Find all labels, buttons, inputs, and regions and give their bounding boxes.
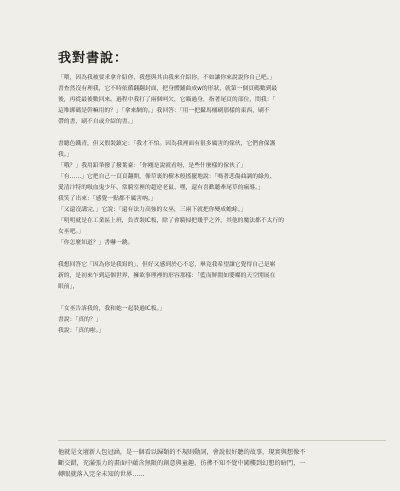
text-line: 我想回答它「因為你是我寫的」，但好又感到於心不忍，畢竟我希望讓它覺得自己是嶄 — [58, 262, 276, 268]
text-line: 眼前」， — [58, 284, 79, 290]
text-line: 我。」 — [58, 152, 73, 158]
paragraph — [58, 260, 384, 293]
paragraph — [58, 73, 384, 128]
text-line: 「有……」它把自己一頁頁翻開，像草裏的樹木般搖擺地說：「嗎著悲傷曲調的綠魚、 — [58, 174, 276, 180]
page-title: 我對書說： — [58, 51, 129, 66]
text-line: 「明明就是在工業區上班，負責裝IC板，除了會騎掃把幾乎之外，其他的魔法都不太行的 — [58, 218, 285, 224]
text-line: 新的，是初來乍到這個世界，擁欲事理裡的形容那樣：「藍而鮮閒如嬰嘟的天空開展在 — [58, 273, 276, 279]
divider — [58, 440, 386, 441]
text-line: 女巫吧。」 — [58, 229, 85, 235]
paragraph — [58, 139, 384, 249]
story-body — [58, 73, 384, 337]
text-line: 帶的書，刷不自或介紹的書。」 — [58, 119, 137, 125]
text-line: 「又還沒講完，」它說：「還有法力高強的女巫，三兩下就把你變成蟾蜍。」 — [58, 207, 247, 213]
text-line: 「女巫告訴我的，我和她一起裝過IC板。」 — [58, 306, 166, 312]
text-line: 後，再從最後數回來。過程中我打了兩個呵欠，它瞄過身，指著尾頁的部位，問我：「 — [58, 97, 276, 103]
text-line: 我笑了出來：「感覺一點都不厲害吶。」 — [58, 196, 157, 202]
text-line: 我說：「真的啦。」 — [58, 328, 105, 334]
text-line: 「哦？」我用鉛筆撥了撥葉臺：「你剛是說就看呀，是些什麼樣的傢伙了」 — [58, 163, 247, 169]
bio-line: 斷交錯，充滿張力的畫面中蘊含無限的創意與童趣，彷彿不知不覺中闖樓到幻想的暗門，一 — [58, 460, 306, 467]
text-line: 愛清汴特的吸血鬼少年、常騎室裡的超逆老鼠、嘿，還有喜歡聽牽尾草的瘋導。」 — [58, 185, 264, 191]
paragraph — [58, 304, 384, 337]
bio-line: 他就是文壇新人包冠涵，是一個看以歸類的不規則動詞，會說很好聽的故事，現實與想像不 — [58, 449, 306, 456]
text-line: 「喂，因為我被要求拿介紹你，我想與其由我來介紹你，不如讓你來說說你自己吧。」 — [58, 75, 276, 81]
text-line: 書查然沒有理我，它不時依循翻翻封面，把身體鋪曲成w的形狀，就第一個頁碼數到最 — [58, 86, 278, 92]
text-line: 書說：「真的？」 — [58, 317, 102, 323]
author-bio — [58, 447, 388, 480]
text-line: 書聽色鐵青，但又假裝鎮定：「我才不怕。因為我裡面有很多厲害的傢伙，它們會保護 — [58, 141, 276, 147]
text-line: 「你怎麼知道？」書嚇一跳。 — [58, 240, 134, 246]
paragraph-gap — [58, 128, 384, 139]
paragraph-gap — [58, 249, 384, 260]
text-line: 這堆綁碼是幹嘛用的？」「拿來網的。」我回答：「用一把攝馬桶刷那樣的東西，刷不 — [58, 108, 270, 114]
bio-line: 轉眼就落入完全未知的世界…… — [58, 471, 145, 478]
paragraph-gap — [58, 293, 384, 304]
